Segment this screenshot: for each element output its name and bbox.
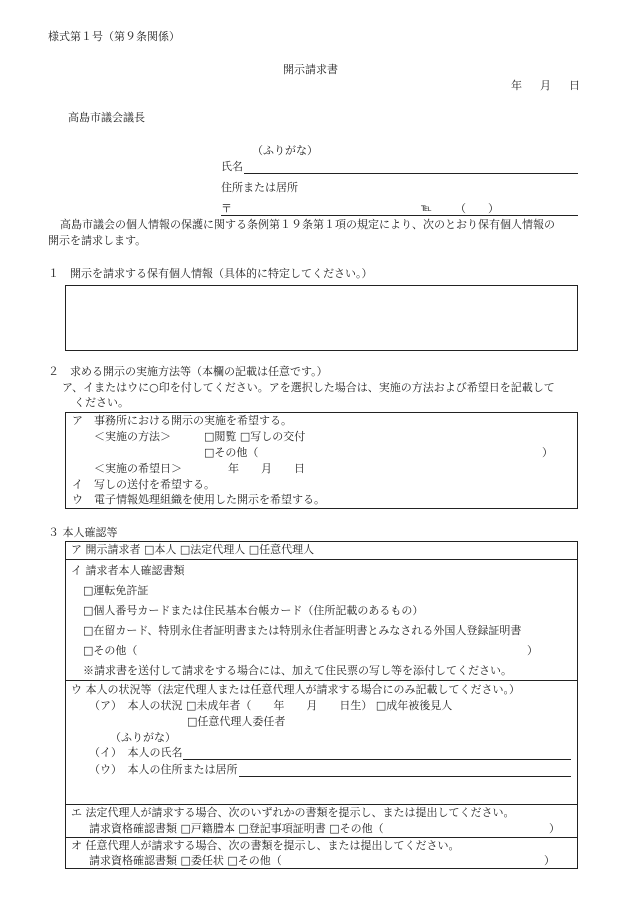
date-year: 年 [511,79,522,92]
method-options[interactable]: □閲覧 □写しの交付 [204,430,306,443]
addressee: 高島市議会議長 [68,111,145,124]
divider [66,680,577,681]
section3-box [65,541,578,869]
form-number-label: 様式第１号（第９条関係） [48,30,180,43]
voluntary-rep-title: オ 任意代理人が請求する場合、次の書類を提示し、または提出してください。 [71,839,460,852]
intro-line-1: 高島市議会の個人情報の保護に関する条例第１９条第１項の規定により、次のとおり保有個人情報の [60,218,555,231]
applicant-furigana-label: （ふりがな） [252,144,318,157]
voluntary-rep-docs[interactable]: 請求資格確認書類 □委任状 □その他（ [89,854,282,867]
method-label: ＜実施の方法＞ [94,430,171,443]
principal-address-line[interactable] [239,776,571,777]
principal-address-label: （ウ） 本人の住所または居所 [89,763,238,776]
option-u[interactable]: ウ 電子情報処理組織を使用した開示を希望する。 [72,493,325,506]
method-other-close: ） [542,446,553,459]
divider [66,837,577,838]
divider [66,559,577,560]
tel-paren: （ ） [455,202,499,215]
principal-name-label: （イ） 本人の氏名 [89,746,183,759]
section2-note-2: ください。 [74,396,129,409]
applicant-address-line[interactable] [221,215,578,216]
requester-type[interactable]: ア 開示請求者 □本人 □法定代理人 □任意代理人 [71,543,315,556]
section2-note-1: ア、イまたはウに○印を付してください。アを選択した場合は、実施の方法および希望日を記載して [62,381,555,394]
postal-mark: 〒 [221,202,232,215]
id-docs-title: イ 請求者本人確認書類 [71,564,185,577]
id-doc-other[interactable]: □その他（ [83,644,138,657]
method-other[interactable]: □その他（ [204,446,259,459]
legal-rep-close: ） [549,822,560,835]
id-doc-license[interactable]: □運転免許証 [83,584,149,597]
option-i[interactable]: イ 写しの送付を希望する。 [72,478,215,491]
principal-status[interactable]: （ア） 本人の状況 □未成年者（ 年 月 日生） □成年被後見人 [89,699,453,712]
tel-label: ℡ [421,203,432,214]
section2-box [65,412,578,509]
section2-heading: ２ 求める開示の実施方法等（本欄の記載は任意です。） [48,365,328,378]
section1-heading: １ 開示を請求する保有個人情報（具体的に特定してください。） [48,267,373,280]
intro-line-2: 開示を請求します。 [48,234,147,247]
section3-heading: ３ 本人確認等 [48,526,118,539]
id-doc-residence-card[interactable]: □在留カード、特別永住者証明書または特別永住者証明書とみなされる外国人登録証明書 [83,624,522,637]
legal-rep-title: エ 法定代理人が請求する場合、次のいずれかの書類を提示し、または提出してください。 [71,806,515,819]
id-docs-note: ※請求書を送付して請求をする場合には、加えて住民票の写し等を添付してください。 [83,664,512,677]
principal-status-title: ウ 本人の状況等（法定代理人または任意代理人が請求する場合にのみ記載してください。） [71,683,520,696]
date-day: 日 [569,79,580,92]
desired-date[interactable]: 年 月 日 [228,462,305,475]
date-label: ＜実施の希望日＞ [94,462,182,475]
voluntary-rep-close: ） [544,854,555,867]
option-a[interactable]: ア 事務所における開示の実施を希望する。 [72,414,292,427]
principal-name-line[interactable] [183,759,571,760]
date-month: 月 [540,79,551,92]
applicant-address-label: 住所または居所 [221,181,298,194]
applicant-name-label: 氏名 [221,160,243,173]
requested-info-field[interactable] [65,285,578,351]
id-doc-mynumber[interactable]: □個人番号カードまたは住民基本台帳カード（住所記載のあるもの） [83,604,424,617]
divider [66,804,577,805]
applicant-name-line[interactable] [244,173,578,174]
principal-furigana-label: （ふりがな） [110,731,176,744]
id-doc-other-close: ） [527,644,538,657]
legal-rep-docs[interactable]: 請求資格確認書類 □戸籍謄本 □登記事項証明書 □その他（ [89,822,384,835]
principal-status-proxy[interactable]: □任意代理人委任者 [187,715,286,728]
page-title: 開示請求書 [283,63,338,76]
